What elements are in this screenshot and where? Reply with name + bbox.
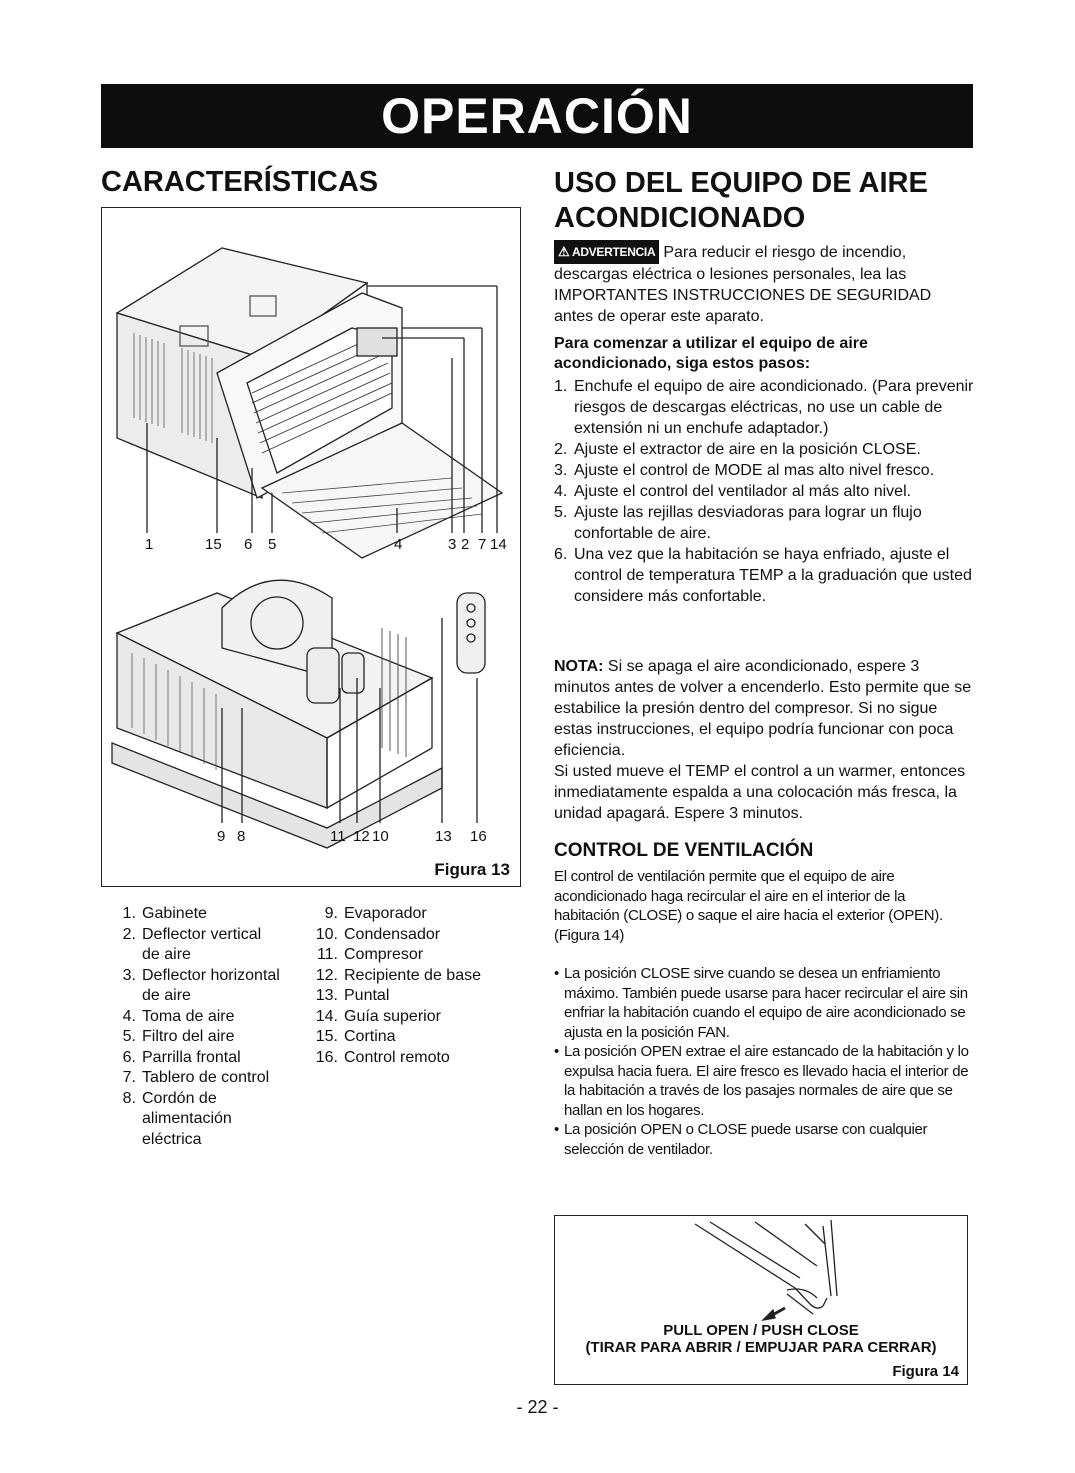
item-number: 13. bbox=[315, 987, 338, 1004]
item-text: Toma de aire bbox=[142, 1007, 235, 1025]
item-number: 2. bbox=[122, 925, 136, 943]
list-item bbox=[314, 1027, 524, 1048]
warning-text: Para reducir el riesgo de incendio, descargas eléctrica o lesiones personales, lea las IMPORTANTES INSTRUCCIONES DE SEGURIDAD antes de operar este aparato. bbox=[554, 244, 932, 325]
item-text: Gabinete bbox=[142, 905, 207, 922]
item-text: Cordón de alimentación eléctrica bbox=[142, 1089, 232, 1148]
item-text: Recipiente de base bbox=[344, 966, 481, 984]
list-item bbox=[112, 1027, 312, 1048]
note-label: NOTA: bbox=[554, 658, 604, 675]
list-item bbox=[112, 1048, 312, 1069]
ventilation-control-heading: CONTROL DE VENTILACIÓN bbox=[554, 840, 814, 861]
banner-title: OPERACIÓN bbox=[381, 88, 693, 144]
list-item bbox=[314, 1007, 524, 1028]
item-text: Cortina bbox=[344, 1028, 396, 1045]
air-conditioner-illustration bbox=[102, 208, 522, 888]
item-text: Condensador bbox=[344, 925, 441, 943]
usage-heading: USO DEL EQUIPO DE AIRE ACONDICIONADO bbox=[554, 167, 928, 234]
item-number: 7. bbox=[122, 1069, 136, 1086]
list-item bbox=[554, 544, 974, 607]
list-item bbox=[554, 1042, 974, 1120]
warning-badge-label: ADVERTENCIA bbox=[571, 245, 656, 259]
item-text: Deflector vertical de aire bbox=[142, 925, 262, 963]
callout-1: 1 bbox=[145, 536, 154, 553]
figure-13-air-conditioner-diagram bbox=[101, 207, 521, 887]
bullet-icon: • bbox=[554, 1121, 559, 1138]
step-text: Una vez que la habitación se haya enfriado, ajuste el control de temperatura TEMP a la graduación que usted considere más confortable. bbox=[574, 546, 972, 605]
list-item bbox=[314, 966, 524, 987]
step-text: Enchufe el equipo de aire acondicionado. (Para prevenir riesgos de descargas eléctricas, no use un cable de extensión ni un enchufe adaptador.) bbox=[574, 378, 974, 437]
list-item bbox=[554, 502, 974, 544]
ventilation-control-text: El control de ventilación permite que el equipo de aire acondicionado haga recircular el aire en el interior de la habitación (CLOSE) o saque el aire hacia el exterior (OPEN). (Figura 14) bbox=[554, 868, 943, 944]
callout-8: 8 bbox=[237, 828, 246, 845]
step-text: Ajuste el control del ventilador al más alto nivel. bbox=[574, 483, 912, 500]
steps-heading: Para comenzar a utilizar el equipo de aire acondicionado, siga estos pasos: bbox=[554, 335, 868, 372]
item-text: Parrilla frontal bbox=[142, 1048, 241, 1066]
item-text: Compresor bbox=[344, 946, 424, 963]
step-number: 4. bbox=[554, 483, 568, 500]
item-number: 11. bbox=[316, 946, 338, 963]
parts-list-col1 bbox=[112, 904, 312, 1150]
callout-2: 2 bbox=[461, 536, 470, 553]
list-item bbox=[314, 925, 524, 946]
step-text: Ajuste el control de MODE al mas alto nivel fresco. bbox=[574, 462, 935, 479]
setup-steps bbox=[554, 376, 974, 607]
bullet-text: La posición OPEN extrae el aire estancado de la habitación y lo expulsa hacia fuera. El aire fresco es llevado hacia el interior de la habitación a través de los pasajes normales de aire que se hallan en los hogares. bbox=[564, 1043, 969, 1119]
item-number: 12. bbox=[315, 966, 338, 984]
note-paragraph-2: Si usted mueve el TEMP el control a un warmer, entonces inmediatamente espalda a una colocación más fresca, la unidad apagará. Espere 3 minutos. bbox=[554, 763, 966, 822]
figure-14-caption: Figura 14 bbox=[892, 1363, 959, 1380]
list-item bbox=[554, 481, 974, 502]
callout-6: 6 bbox=[244, 536, 253, 553]
list-item bbox=[314, 945, 524, 966]
list-item bbox=[554, 460, 974, 481]
figure-13-caption: Figura 13 bbox=[434, 860, 510, 879]
item-number: 15. bbox=[315, 1028, 338, 1045]
vent-lever-illustration bbox=[555, 1216, 969, 1386]
figure-14-label-line2: (TIRAR PARA ABRIR / EMPUJAR PARA CERRAR) bbox=[585, 1339, 937, 1356]
step-text: Ajuste el extractor de aire en la posición CLOSE. bbox=[574, 441, 921, 458]
item-text: Filtro del aire bbox=[142, 1028, 235, 1045]
item-number: 10. bbox=[315, 925, 338, 943]
list-item bbox=[314, 1048, 524, 1069]
characteristics-heading: CARACTERÍSTICAS bbox=[101, 166, 379, 198]
list-item bbox=[314, 986, 524, 1007]
list-item bbox=[112, 1089, 312, 1151]
callout-4: 4 bbox=[394, 536, 403, 553]
item-number: 14. bbox=[315, 1007, 338, 1025]
figure-14-vent-control bbox=[554, 1215, 968, 1385]
item-number: 6. bbox=[122, 1048, 136, 1066]
step-number: 2. bbox=[554, 441, 568, 458]
list-item bbox=[112, 1068, 312, 1089]
item-text: Tablero de control bbox=[142, 1069, 270, 1086]
callout-12: 12 bbox=[353, 828, 370, 845]
callout-14: 14 bbox=[490, 536, 507, 553]
callout-3: 3 bbox=[448, 536, 457, 553]
section-banner bbox=[101, 84, 973, 148]
warning-badge bbox=[554, 240, 659, 264]
bullet-text: La posición CLOSE sirve cuando se desea un enfriamiento máximo. También puede usarse para hacer recircular el aire sin enfriar la habitación cuando el equipo de aire acondicionado se ajusta en la posición FAN. bbox=[564, 965, 968, 1041]
item-text: Control remoto bbox=[344, 1048, 450, 1066]
step-text: Ajuste las rejillas desviadoras para lograr un flujo confortable de aire. bbox=[574, 504, 922, 542]
callout-5: 5 bbox=[268, 536, 277, 553]
item-number: 9. bbox=[324, 905, 338, 922]
list-item bbox=[554, 376, 974, 439]
bullet-text: La posición OPEN o CLOSE puede usarse con cualquier selección de ventilador. bbox=[564, 1121, 928, 1158]
item-number: 1. bbox=[122, 905, 136, 922]
item-number: 4. bbox=[122, 1007, 136, 1025]
list-item bbox=[554, 1120, 974, 1159]
callout-11: 11 bbox=[330, 828, 346, 845]
callout-13: 13 bbox=[435, 828, 452, 845]
callout-16: 16 bbox=[470, 828, 487, 845]
list-item bbox=[112, 1007, 312, 1028]
step-number: 5. bbox=[554, 504, 568, 521]
list-item bbox=[112, 904, 312, 925]
list-item bbox=[112, 925, 312, 966]
note-block bbox=[554, 656, 974, 824]
list-item bbox=[554, 439, 974, 460]
step-number: 6. bbox=[554, 546, 568, 563]
figure-14-label-line1: PULL OPEN / PUSH CLOSE bbox=[663, 1322, 859, 1339]
step-number: 3. bbox=[554, 462, 568, 479]
bullet-icon: • bbox=[554, 965, 559, 982]
item-number: 5. bbox=[122, 1028, 136, 1045]
note-paragraph bbox=[554, 656, 974, 761]
parts-list-col2 bbox=[314, 904, 524, 1068]
list-item bbox=[112, 966, 312, 1007]
callout-10: 10 bbox=[372, 828, 389, 845]
warning-triangle-icon: ⚠ bbox=[558, 244, 570, 259]
callout-9: 9 bbox=[217, 828, 226, 845]
page-number: - 22 - bbox=[516, 1397, 559, 1417]
item-text: Guía superior bbox=[344, 1007, 441, 1025]
bullet-icon: • bbox=[554, 1043, 559, 1060]
list-item bbox=[314, 904, 524, 925]
item-text: Puntal bbox=[344, 987, 390, 1004]
warning-paragraph bbox=[554, 240, 974, 327]
note-text: Si se apaga el aire acondicionado, espere 3 minutos antes de volver a encenderlo. Esto permite que se estabilice la presión dentro del compresor. Si no sigue estas instrucciones, el equipo podría funcionar con poca eficiencia. bbox=[554, 658, 972, 759]
item-number: 8. bbox=[122, 1089, 136, 1107]
step-number: 1. bbox=[554, 378, 568, 395]
item-number: 16. bbox=[315, 1048, 338, 1066]
callout-7: 7 bbox=[478, 536, 487, 553]
item-text: Evaporador bbox=[344, 905, 427, 922]
callout-15: 15 bbox=[205, 536, 222, 553]
item-text: Deflector horizontal de aire bbox=[142, 966, 280, 1004]
list-item bbox=[554, 964, 974, 1042]
item-number: 3. bbox=[122, 966, 136, 984]
ventilation-bullets bbox=[554, 964, 974, 1159]
